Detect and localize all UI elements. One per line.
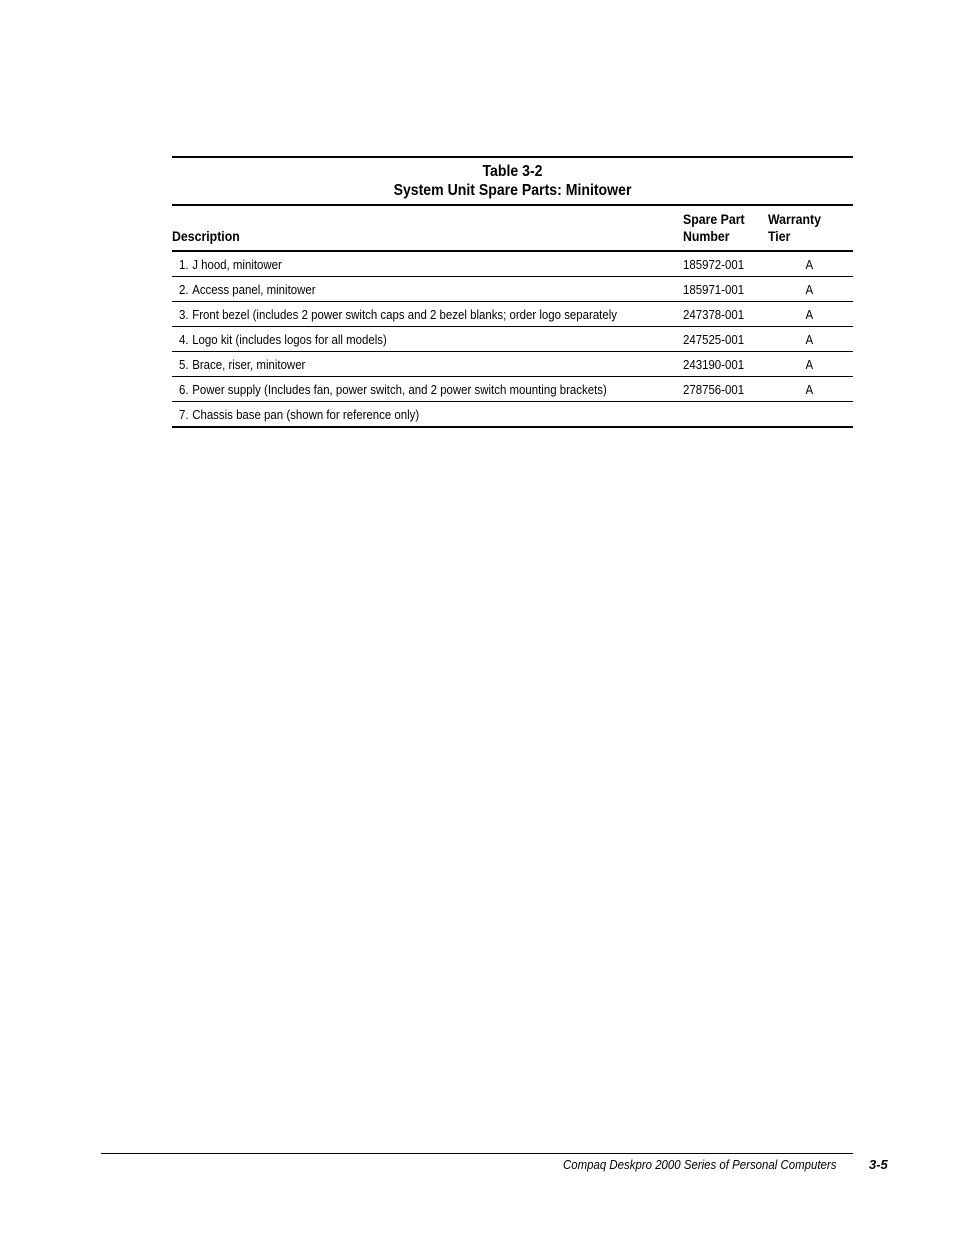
table-row bbox=[172, 377, 853, 402]
row-part-number: 185972-001 bbox=[683, 251, 768, 277]
row-part-number: 185971-001 bbox=[683, 277, 768, 302]
table-caption bbox=[213, 158, 812, 204]
row-part-number: 247378-001 bbox=[683, 302, 768, 327]
row-part-number: 243190-001 bbox=[683, 352, 768, 377]
spare-parts-table bbox=[172, 206, 853, 428]
footer-page-number: 3-5 bbox=[869, 1157, 888, 1172]
header-spare-part-number: Spare Part Number bbox=[683, 206, 768, 251]
row-description: 4. Logo kit (includes logos for all models) bbox=[172, 327, 683, 352]
header-description: Description bbox=[172, 206, 683, 251]
row-description: 2. Access panel, minitower bbox=[172, 277, 683, 302]
row-part-number: 247525-001 bbox=[683, 327, 768, 352]
row-warranty-tier: A bbox=[768, 377, 853, 402]
table-row bbox=[172, 277, 853, 302]
table-number: Table 3-2 bbox=[482, 163, 543, 180]
row-description: 7. Chassis base pan (shown for reference only) bbox=[172, 402, 683, 428]
table-title: System Unit Spare Parts: Minitower bbox=[393, 182, 632, 199]
row-description: 5. Brace, riser, minitower bbox=[172, 352, 683, 377]
table-header-row bbox=[172, 206, 853, 251]
row-description: 3. Front bezel (includes 2 power switch caps and 2 bezel blanks; order logo separately bbox=[172, 302, 683, 327]
table-row bbox=[172, 402, 853, 428]
row-warranty-tier: A bbox=[768, 327, 853, 352]
table-row bbox=[172, 302, 853, 327]
footer-rule bbox=[101, 1153, 853, 1154]
row-part-number bbox=[683, 402, 768, 428]
row-warranty-tier: A bbox=[768, 251, 853, 277]
row-part-number: 278756-001 bbox=[683, 377, 768, 402]
row-warranty-tier bbox=[768, 402, 853, 428]
row-description: 6. Power supply (Includes fan, power switch, and 2 power switch mounting brackets) bbox=[172, 377, 683, 402]
row-description: 1. J hood, minitower bbox=[172, 251, 683, 277]
header-warranty-tier: Warranty Tier bbox=[768, 206, 853, 251]
row-warranty-tier: A bbox=[768, 302, 853, 327]
table-row bbox=[172, 327, 853, 352]
row-warranty-tier: A bbox=[768, 352, 853, 377]
row-warranty-tier: A bbox=[768, 277, 853, 302]
table-row bbox=[172, 352, 853, 377]
footer-book-title: Compaq Deskpro 2000 Series of Personal Computers bbox=[563, 1157, 837, 1172]
spare-parts-table-block bbox=[172, 156, 853, 428]
table-row bbox=[172, 251, 853, 277]
